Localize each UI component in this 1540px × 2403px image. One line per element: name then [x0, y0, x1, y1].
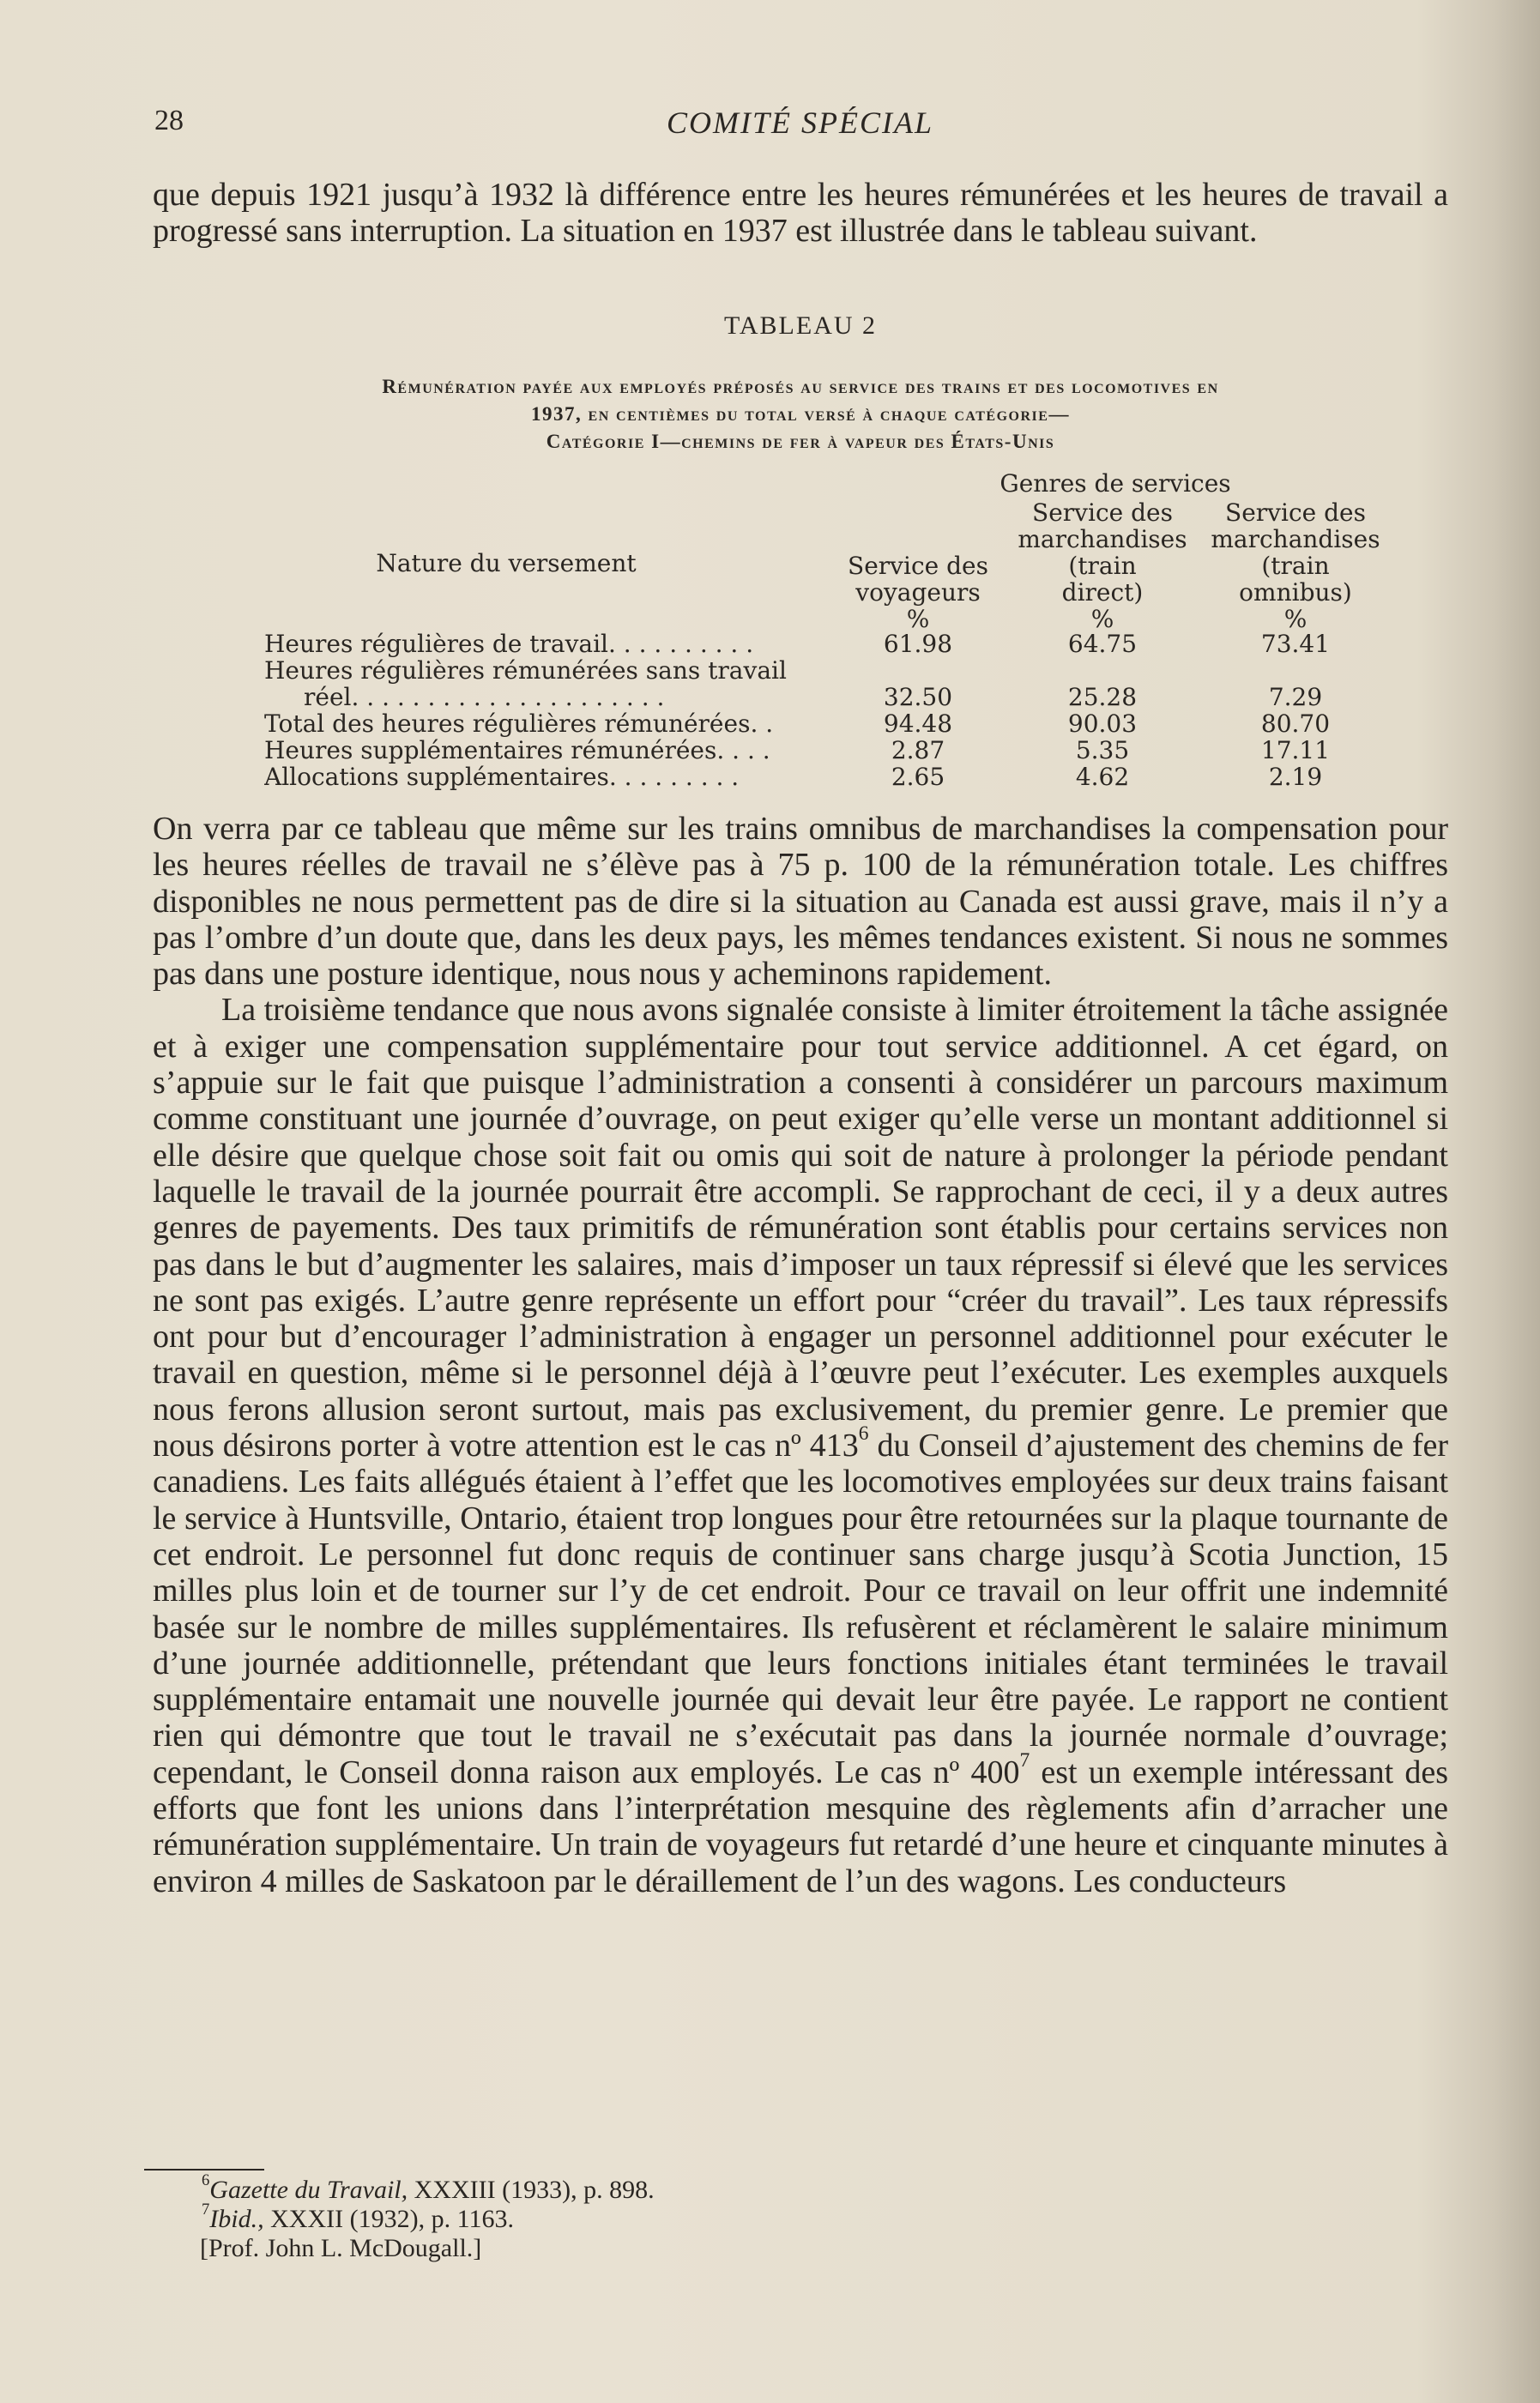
- table-caption-line: 1937, en centièmes du total versé à chaque catégorie—: [531, 403, 1070, 425]
- table-cell: 61.98: [883, 630, 953, 658]
- column-header-freight-direct: [1008, 499, 1197, 632]
- table-cell: 5.35: [1075, 736, 1130, 764]
- column-header-line: (train: [1261, 552, 1330, 580]
- table-row-label: Allocations supplémentaires. . . . . . . . .: [264, 763, 740, 791]
- column-header-line: marchandises: [1211, 525, 1380, 553]
- column-header-line: direct): [1061, 578, 1144, 607]
- paragraph-third-tendency: [153, 992, 1448, 1899]
- paragraph-text: La troisième tendance que nous avons signalée consiste à limiter étroitement la tâche assignée et à exiger une compensation supplémentaire pour tout service additionnel. A cet égard, on s’appuie sur le fait que puisque l’administration a consenti à considérer un parcours maximum comme constituant une journée d’ouvrage, on peut exiger qu’elle verse un montant additionnel si elle désire que quelque chose soit fait ou omis qui soit de nature à prolonger la période pendant laquelle le travail de la journée pourrait être accompli. Se rapprochant de ceci, il y a deux autres genres de payements. Des taux primitifs de rémunération sont établis pour certains services non pas dans le but d’augmenter les salaires, mais d’imposer un taux répressif si élevé que les services ne sont pas exigés. L’autre genre représente un effort pour “créer du travail”. Les taux répressifs ont pour but d’encourager l’administration à engager un personnel additionnel pour exécuter le travail en question, même si le personnel déjà à l’œuvre peut l’exécuter. Les exemples auxquels nous ferons allusion seront surtout, mais pas exclusivement, du premier genre. Le premier que nous désirons porter à votre attention est le cas nº 413: [153, 992, 1448, 1464]
- footnote-text: XXXIII (1933), p. 898.: [408, 2176, 655, 2204]
- paragraph-after-table: On verra par ce tableau que même sur les trains omnibus de marchandises la compensation pour les heures réelles de travail ne s’élève pas à 75 p. 100 de la rémunération totale. Les chiffres disponibles ne nous permettent pas de dire si la situation au Canada est aussi grave, mais il n’y a pas l’ombre d’un doute que, dans les deux pays, les mêmes tendances existent. Si nous ne sommes pas dans une posture identique, nous nous y acheminons rapidement.: [153, 811, 1448, 993]
- intro-text: que depuis 1921 jusqu’à 1932 là différence entre les heures rémunérées et les heures de travail a progressé sans interruption. La situation en 1937 est illustrée dans le tableau suivant.: [153, 177, 1448, 250]
- table-row-label: Heures supplémentaires rémunérées. . . .: [264, 736, 770, 764]
- running-head: COMITÉ SPÉCIAL: [667, 106, 933, 140]
- footnote-ref: 7: [1019, 1748, 1030, 1772]
- column-header-line: Service des: [848, 552, 988, 580]
- table-cell: 4.62: [1075, 763, 1130, 791]
- column-header-line: voyageurs: [855, 578, 981, 607]
- table-cell: 2.65: [891, 763, 945, 791]
- table-caption-line: Catégorie I—chemins de fer à vapeur des États-Unis: [546, 431, 1055, 452]
- table-cell: 17.11: [1260, 736, 1331, 764]
- table-caption-line: Rémunération payée aux employés préposés au service des trains et des locomotives en: [382, 376, 1219, 397]
- column-unit: %: [1090, 605, 1114, 633]
- column-unit: %: [906, 605, 930, 633]
- column-header-passenger: [824, 552, 1012, 632]
- table-cell: 73.41: [1260, 630, 1331, 658]
- footnote: [202, 2201, 1403, 2234]
- column-header-line: Service des: [1032, 498, 1173, 527]
- column-unit: %: [1283, 605, 1307, 633]
- author-signature: [Prof. John L. McDougall.]: [200, 2234, 482, 2262]
- column-header-line: Service des: [1225, 498, 1366, 527]
- table-cell: 2.19: [1268, 763, 1323, 791]
- table-row-label: Heures régulières rémunérées sans travail: [264, 656, 787, 685]
- footnote-ref: 6: [858, 1422, 869, 1446]
- table-group-header: Genres de services: [999, 469, 1231, 498]
- table-row-label: Heures régulières de travail. . . . . . . . . .: [264, 630, 754, 658]
- footnotes: [200, 2171, 1403, 2263]
- table-cell: 25.28: [1067, 683, 1138, 711]
- footnote: [202, 2171, 1403, 2205]
- footnote-source-title: Ibid.,: [209, 2205, 264, 2233]
- footnote-mark: 7: [202, 2201, 210, 2219]
- page-number: 28: [154, 105, 184, 136]
- column-header-line: omnibus): [1239, 578, 1352, 607]
- intro-paragraph: [153, 177, 1448, 250]
- table-cell: 94.48: [883, 709, 953, 738]
- table-cell: 7.29: [1268, 683, 1323, 711]
- column-header-line: (train: [1068, 552, 1137, 580]
- body-text: [153, 811, 1448, 1899]
- footnote-mark: 6: [202, 2171, 210, 2190]
- row-header-nature: Nature du versement: [376, 549, 637, 577]
- table-row-label: Total des heures régulières rémunérées. .: [264, 709, 774, 738]
- footnote-text: XXXII (1932), p. 1163.: [263, 2205, 514, 2233]
- page-header: [154, 105, 1446, 146]
- column-header-freight-local: [1201, 499, 1390, 632]
- footnote-divider: [144, 2169, 264, 2171]
- footnote-source-title: Gazette du Travail,: [209, 2176, 408, 2204]
- table-caption: [153, 373, 1448, 456]
- column-header-line: marchandises: [1018, 525, 1187, 553]
- table-cell: 64.75: [1067, 630, 1138, 658]
- table-cell: 32.50: [883, 683, 953, 711]
- table-cell: 2.87: [891, 736, 945, 764]
- paragraph-text: du Conseil d’ajustement des chemins de fer canadiens. Les faits allégués étaient à l’effet que les locomotives employées sur deux trains faisant le service à Huntsville, Ontario, étaient trop longues pour être retournées sur la plaque tournante de cet endroit. Le personnel fut donc requis de continuer sans charge jusqu’à Scotia Junction, 15 milles plus loin et de tourner sur l’y de cet endroit. Pour ce travail on leur offrit une indemnité basée sur le nombre de milles supplémentaires. Ils refusèrent et réclamèrent le salaire minimum d’une journée additionnelle, prétendant que leurs fonctions initiales étant terminées le travail supplémentaire entamait une nouvelle journée qui devait leur être payée. Le rapport ne contient rien qui démontre que tout le travail ne s’exécutait pas dans la journée normale d’ouvrage; cependant, le Conseil donna raison aux employés. Le cas nº 400: [153, 1428, 1448, 1790]
- paragraph-text: est un exemple intéressant des efforts que font les unions dans l’interprétation mesquine des règlements afin d’arracher une rémunération supplémentaire. Un train de voyageurs fut retardé d’une heure et cinquante minutes à environ 4 milles de Saskatoon par le déraillement de l’un des wagons. Les conducteurs: [153, 1754, 1448, 1899]
- table-title: TABLEAU 2: [723, 311, 878, 340]
- table-cell: 80.70: [1260, 709, 1331, 738]
- table-cell: 90.03: [1067, 709, 1138, 738]
- table-row-label: réel. . . . . . . . . . . . . . . . . . . . .: [304, 683, 665, 711]
